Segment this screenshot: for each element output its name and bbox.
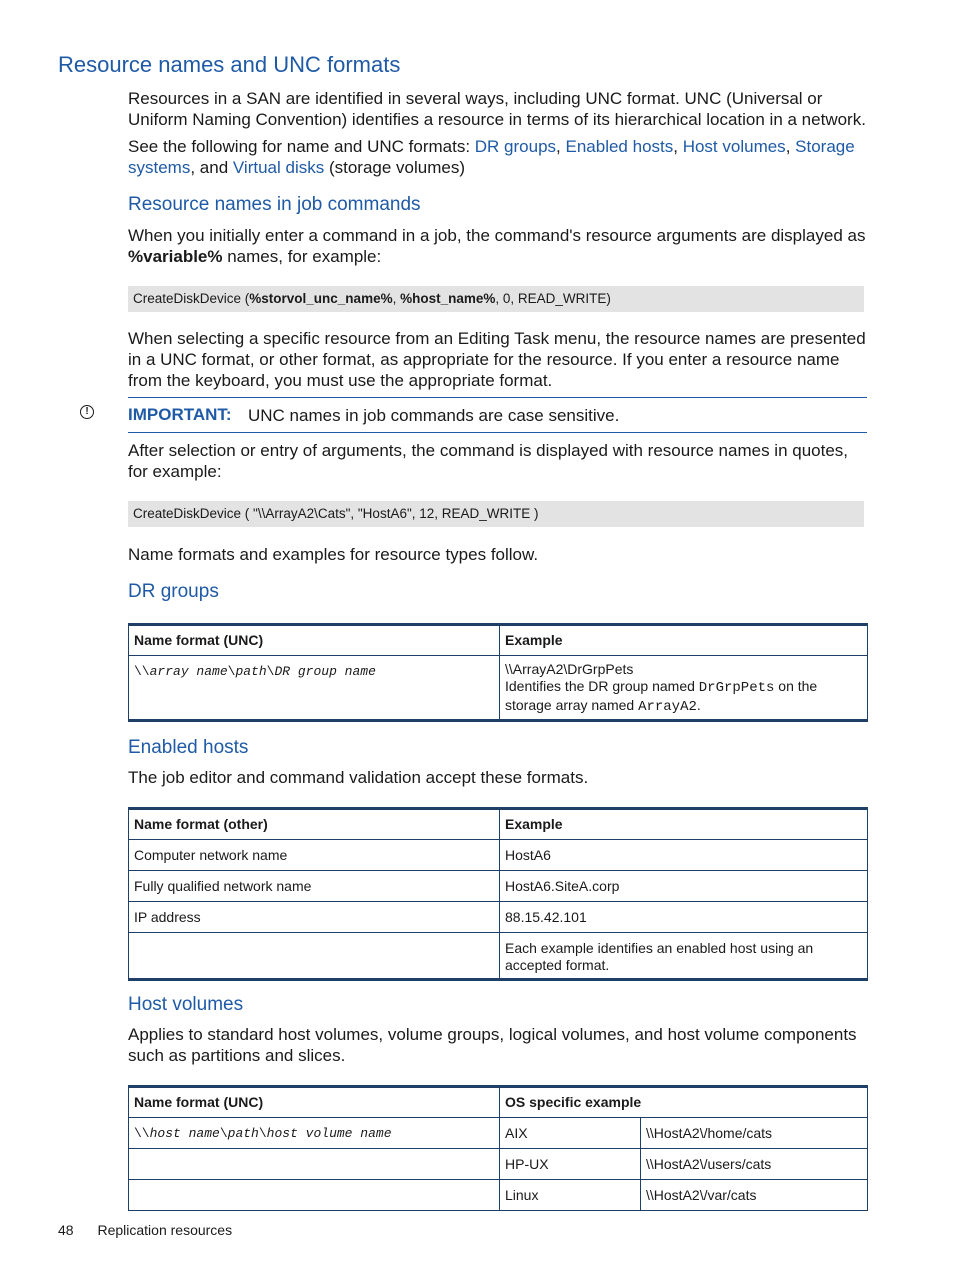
name-format-cell [129,1118,500,1149]
os-cell: Linux [500,1180,641,1211]
footer-section-title: Replication resources [97,1222,233,1238]
name-format-cell [129,656,500,721]
intro-paragraph: Resources in a SAN are identified in several ways, including UNC format. UNC (Universal or Uniform Naming Convention) identifies a resource in terms of its hierarchical location in a network. [128,89,866,129]
variable-term: %variable% [128,247,223,266]
format-part: DR group name [274,664,376,679]
format-part: \ [219,1126,228,1141]
table-cell: Each example identifies an enabled host using an accepted format. [500,933,868,980]
page-number: 48 [58,1222,74,1238]
dr-groups-table [128,623,868,722]
after-selection-paragraph: After selection or entry of arguments, the command is displayed with resource names in quotes, for example: [128,441,849,481]
table-header-row [129,1087,868,1118]
example-text: . [696,697,701,713]
section-heading-dr-groups: DR groups [128,581,219,602]
format-part: \ [266,664,275,679]
table-row [129,871,868,902]
links-separator: , [556,137,566,156]
link-storage-systems[interactable]: Storage systems [128,137,855,177]
table-row [129,1149,868,1180]
os-example-cell: \\HostA2\/home/cats [641,1118,868,1149]
example-code: ArrayA2 [638,699,697,715]
table-row [129,902,868,933]
table-row [129,1180,868,1211]
table-cell [129,1180,500,1211]
section-heading-job-commands: Resource names in job commands [128,194,421,215]
link-enabled-hosts[interactable]: Enabled hosts [565,137,674,156]
links-separator: , [673,137,683,156]
format-part: host name [149,1126,220,1141]
code-arg-storvol: %storvol_unc_name% [249,291,393,306]
table-row [129,933,868,980]
table-header-row [129,809,868,840]
table-row [129,840,868,871]
table-cell [129,1149,500,1180]
format-part: \ [258,1126,267,1141]
format-part: \\ [134,664,150,679]
intro-links-paragraph [128,136,868,178]
job-commands-text-b: names, for example: [222,247,382,266]
table-cell: 88.15.42.101 [500,902,868,933]
format-part: \ [227,664,236,679]
format-part: path [235,664,267,679]
example-text: on the storage array named [505,678,818,713]
code-example-variables [128,286,864,312]
table-row [129,1118,868,1149]
code-comma: , [392,291,401,306]
code-prefix: CreateDiskDevice ( [133,291,250,306]
os-cell: HP-UX [500,1149,641,1180]
example-description [505,678,862,716]
link-host-volumes[interactable]: Host volumes [682,137,786,156]
format-part: array name [149,664,228,679]
code-example-quoted: CreateDiskDevice ( "\\ArrayA2\Cats", "HostA6", 12, READ_WRITE ) [128,501,864,527]
important-label: IMPORTANT: [128,405,232,424]
page-footer [58,1222,232,1238]
os-example-cell: \\HostA2\/users/cats [641,1149,868,1180]
links-separator: , [785,137,796,156]
table-cell: Computer network name [129,840,500,871]
table-cell: Fully qualified network name [129,871,500,902]
enabled-hosts-table [128,807,868,981]
example-cell [500,656,868,721]
name-formats-paragraph: Name formats and examples for resource types follow. [128,545,539,564]
format-part: path [227,1126,259,1141]
host-volumes-table [128,1085,868,1211]
table-cell: HostA6.SiteA.corp [500,871,868,902]
job-commands-paragraph [128,225,868,267]
table-cell [129,933,500,980]
important-text: UNC names in job commands are case sensitive. [248,406,620,425]
table-header-cell: Example [500,809,868,840]
important-top-rule [128,397,867,398]
editing-task-paragraph: When selecting a specific resource from an Editing Task menu, the resource names are presented in a UNC format, or other format, as appropriate for the resource. If you enter a resource name from the keyboard, you must use the appropriate format. [128,329,866,390]
section-heading-host-volumes: Host volumes [128,994,244,1015]
intro-links-prefix: See the following for name and UNC formats: [128,137,475,156]
link-virtual-disks[interactable]: Virtual disks [232,158,325,177]
table-cell: HostA6 [500,840,868,871]
example-text: Identifies the DR group named [505,678,699,694]
table-header-row [129,625,868,656]
table-row [129,656,868,721]
section-heading-enabled-hosts: Enabled hosts [128,737,249,758]
os-cell: AIX [500,1118,641,1149]
job-commands-text-a: When you initially enter a command in a job, the command's resource arguments are displayed as [128,226,866,245]
table-header-cell: Example [500,625,868,656]
table-header-cell: Name format (UNC) [129,625,500,656]
important-bottom-rule [128,432,867,433]
table-header-cell: Name format (other) [129,809,500,840]
links-separator: , and [190,158,233,177]
host-volumes-intro: Applies to standard host volumes, volume groups, logical volumes, and host volume components such as partitions and slices. [128,1025,857,1065]
important-icon: ! [80,405,94,419]
format-part: \\ [134,1126,150,1141]
example-line: \\ArrayA2\DrGrpPets [505,661,634,677]
code-arg-host: %host_name% [400,291,496,306]
os-example-cell: \\HostA2\/var/cats [641,1180,868,1211]
page-title: Resource names and UNC formats [58,52,401,77]
code-suffix: , 0, READ_WRITE) [495,291,611,306]
table-cell: IP address [129,902,500,933]
link-dr-groups[interactable]: DR groups [474,137,557,156]
example-code: DrGrpPets [698,680,775,696]
table-header-cell: OS specific example [500,1087,868,1118]
format-part: host volume name [266,1126,392,1141]
table-header-cell: Name format (UNC) [129,1087,500,1118]
intro-links-suffix: (storage volumes) [324,158,466,177]
enabled-hosts-intro: The job editor and command validation accept these formats. [128,768,589,787]
